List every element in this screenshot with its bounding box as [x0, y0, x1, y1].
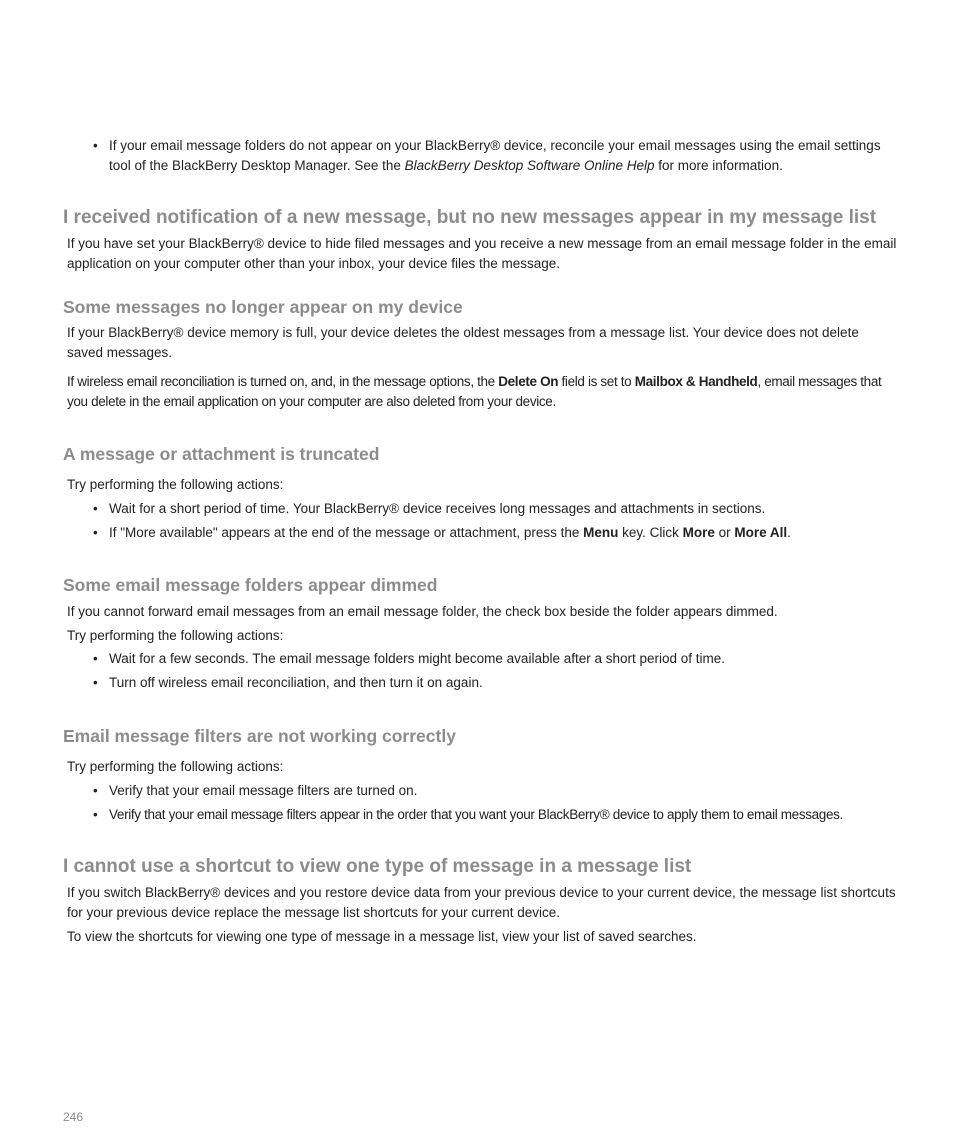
bullet-marker: •	[93, 651, 98, 666]
bullet-list	[93, 781, 893, 825]
paragraph: Try performing the following actions:	[67, 759, 284, 774]
list-item: • Wait for a short period of time. Your BlackBerry® device receives long messages and attachments in sections.	[93, 499, 893, 519]
bullet-marker: •	[93, 783, 98, 798]
bullet-list	[93, 499, 893, 543]
list-item: • Verify that your email message filters are turned on.	[93, 781, 893, 801]
paragraph: If you have set your BlackBerry® device to hide filed messages and you receive a new message from an email message folder in the email application on your computer other than your inbox, your device files the message.	[67, 236, 897, 271]
list-item: • Wait for a few seconds. The email message folders might become available after a short period of time.	[93, 649, 893, 669]
section-body	[67, 234, 897, 274]
paragraph: If you switch BlackBerry® devices and you restore device data from your previous device to your current device, the message list shortcuts for your previous device replace the message list shortcuts for your current device.	[67, 885, 896, 920]
section-body	[67, 475, 897, 495]
page-number: 246	[63, 1110, 84, 1124]
list-item: • Turn off wireless email reconciliation, and then turn it on again.	[93, 673, 893, 693]
section-body	[67, 323, 897, 363]
paragraph: If you cannot forward email messages from an email message folder, the check box beside the folder appears dimmed.	[67, 604, 778, 619]
section-heading: I received notification of a new message, but no new messages appear in my message list	[63, 207, 877, 228]
list-item: • If "More available" appears at the end of the message or attachment, press the Menu key. Click More or More All.	[93, 523, 893, 543]
bullet-list	[93, 649, 893, 693]
list-item: • Verify that your email message filters appear in the order that you want your BlackBerry® device to apply them to email messages.	[93, 805, 893, 825]
section-heading: Some email message folders appear dimmed	[63, 575, 438, 595]
section-heading: A message or attachment is truncated	[63, 444, 380, 464]
section-heading: Some messages no longer appear on my device	[63, 297, 463, 317]
paragraph: If wireless email reconciliation is turned on, and, in the message options, the Delete On field is set to Mailbox & Handheld, email messages that you delete in the email application on your computer are also deleted from your device.	[67, 374, 882, 409]
bullet-marker: •	[93, 501, 98, 516]
paragraph: Try performing the following actions:	[67, 628, 284, 643]
section-heading: I cannot use a shortcut to view one type of message in a message list	[63, 856, 692, 877]
help-reference: BlackBerry Desktop Software Online Help	[404, 158, 655, 173]
bullet-marker: •	[93, 675, 98, 690]
section-body	[67, 602, 897, 646]
list-item: • If your email message folders do not appear on your BlackBerry® device, reconcile your email messages using the email settings tool of the BlackBerry Desktop Manager. See the BlackBerry Desktop Software Online Help for more information.	[93, 138, 881, 173]
paragraph: To view the shortcuts for viewing one type of message in a message list, view your list of saved searches.	[67, 929, 697, 944]
bullet-marker: •	[93, 138, 98, 153]
section-body	[67, 757, 897, 777]
section-heading: Email message filters are not working correctly	[63, 726, 456, 746]
paragraph: If your BlackBerry® device memory is full, your device deletes the oldest messages from a message list. Your device does not delete saved messages.	[67, 325, 859, 360]
bullet-marker: •	[93, 807, 98, 822]
section-body	[67, 372, 897, 412]
section-body	[67, 883, 897, 947]
top-bullet-list	[93, 136, 893, 176]
bullet-marker: •	[93, 525, 98, 540]
paragraph: Try performing the following actions:	[67, 477, 284, 492]
